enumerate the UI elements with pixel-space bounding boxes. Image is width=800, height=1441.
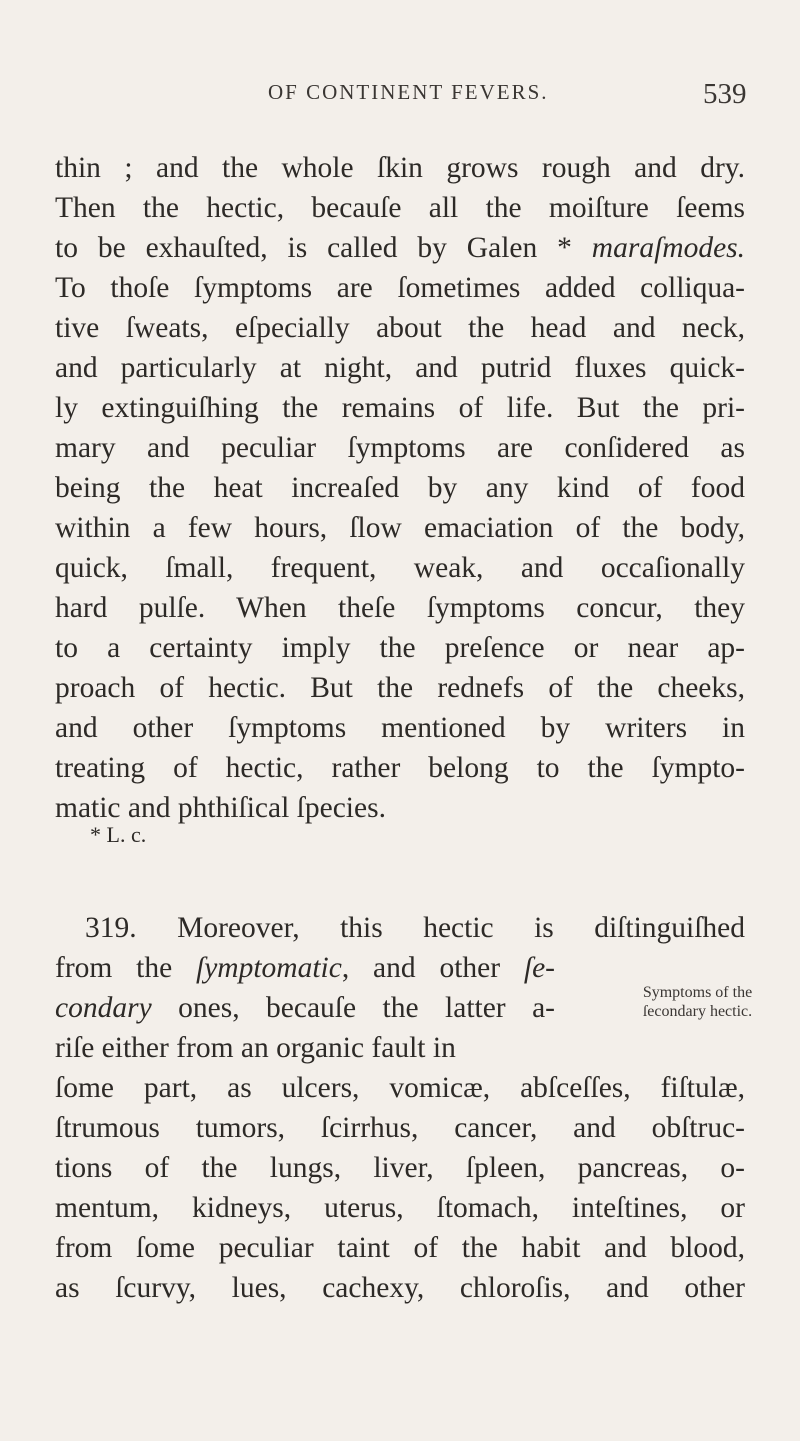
text-line (85, 908, 745, 948)
text-span: ones, becauſe the latter a- (178, 992, 555, 1024)
text-line: hard pulſe. When theſe ſymptoms concur, they (55, 592, 745, 624)
text-line: and particularly at night, and putrid fluxes quick- (55, 352, 745, 384)
text-line (55, 948, 555, 988)
footnote-mark: * (557, 232, 572, 264)
text-span: , and other (341, 952, 501, 984)
text-line: matic and phthiſical ſpecies. (55, 792, 386, 824)
text-line: tive ſweats, eſpecially about the head and neck, (55, 312, 745, 344)
text-line: ſtrumous tumors, ſcirrhus, cancer, and obſtruc- (55, 1112, 745, 1144)
text-line: tions of the lungs, liver, ſpleen, pancreas, o- (55, 1152, 745, 1184)
text-line: quick, ſmall, frequent, weak, and occaſionally (55, 552, 745, 584)
margin-note-line: ſecondary hectic. (642, 1003, 753, 1020)
text-line: proach of hectic. But the rednefs of the cheeks, (55, 672, 745, 704)
text-line: to a certainty imply the preſence or near ap- (55, 632, 745, 664)
italic-term: ſymptomatic (196, 952, 342, 984)
text-line: mary and peculiar ſymptoms are conſidered as (55, 432, 745, 464)
text-span: from the (55, 952, 173, 984)
italic-term: maraſmodes. (591, 232, 746, 264)
text-line: mentum, kidneys, uterus, ſtomach, inteſtines, or (55, 1192, 745, 1224)
paragraph-number: 319. (85, 912, 137, 944)
text-line: ly extinguiſhing the remains of life. But the pri- (55, 392, 745, 424)
text-line: as ſcurvy, lues, cachexy, chloroſis, and other (55, 1272, 745, 1304)
text-line (55, 228, 745, 268)
footnote: * L. c. (90, 822, 147, 847)
text-line (55, 988, 555, 1028)
text-line: thin ; and the whole ſkin grows rough and dry. (55, 152, 745, 184)
text-line: treating of hectic, rather belong to the ſympto- (55, 752, 745, 784)
text-span: Moreover, this hectic is diſtinguiſhed (177, 912, 746, 944)
text-span: to be exhauſted, is called by Galen (55, 232, 538, 264)
margin-note (600, 983, 795, 1021)
text-line: ſome part, as ulcers, vomicæ, abſceſſes, fiſtulæ, (55, 1072, 745, 1104)
text-line: Then the hectic, becauſe all the moiſture ſeems (55, 192, 745, 224)
text-line: being the heat increaſed by any kind of food (55, 472, 745, 504)
italic-term: condary (55, 992, 152, 1024)
margin-note-line: Symptoms of the (642, 984, 753, 1001)
page-number: 539 (703, 78, 747, 110)
text-line: To thoſe ſymptoms are ſometimes added colliqua- (55, 272, 745, 304)
italic-term: ſe- (523, 952, 555, 984)
text-line: within a few hours, ſlow emaciation of the body, (55, 512, 745, 544)
text-line: from ſome peculiar taint of the habit and blood, (55, 1232, 745, 1264)
text-line: and other ſymptoms mentioned by writers in (55, 712, 745, 744)
running-head: OF CONTINENT FEVERS. (268, 80, 549, 104)
text-line: riſe either from an organic fault in (55, 1032, 456, 1064)
